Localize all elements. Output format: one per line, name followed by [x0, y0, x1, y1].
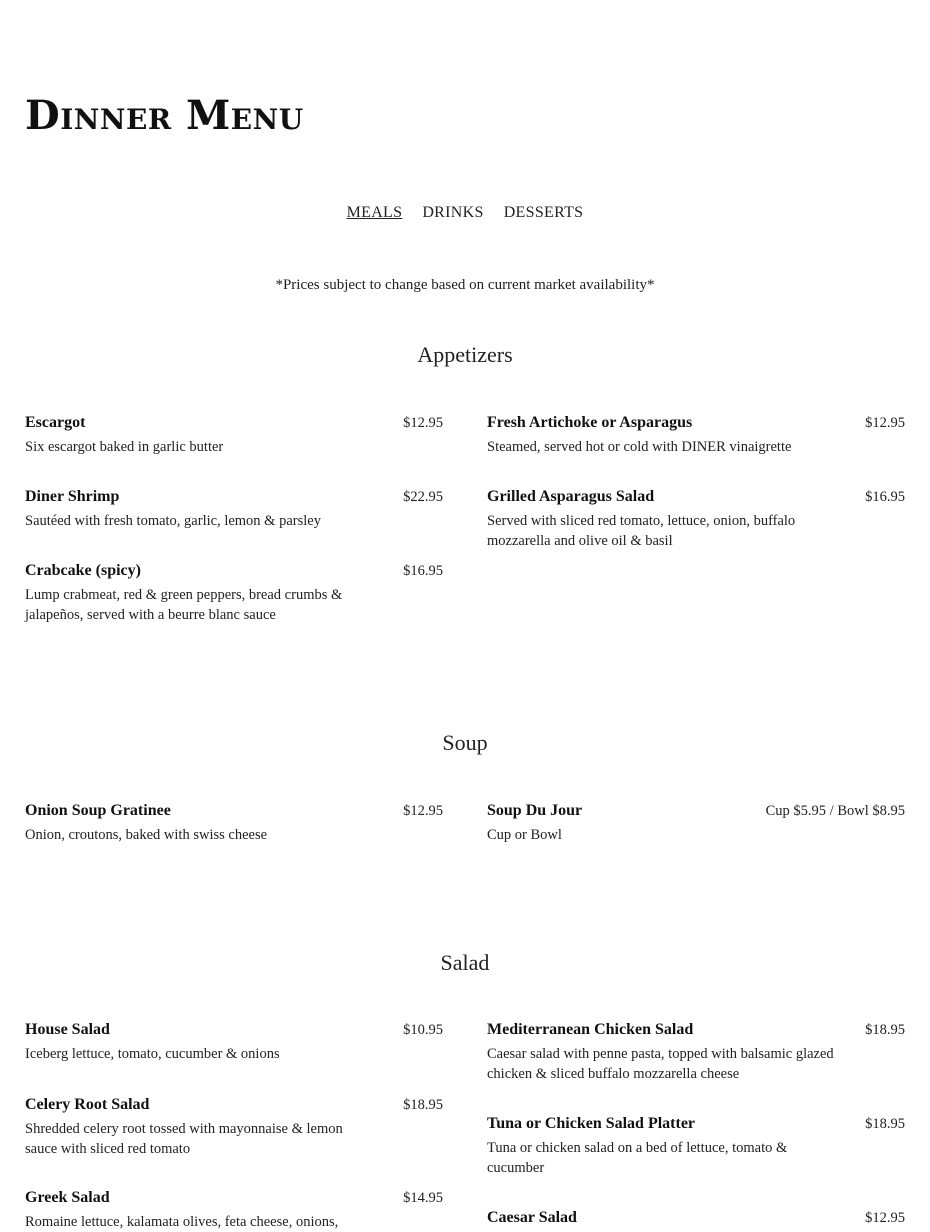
item-description: Shredded celery root tossed with mayonnaise & lemon sauce with sliced red tomato	[25, 1121, 343, 1157]
item-price: $18.95	[865, 1022, 905, 1038]
menu-item	[487, 1114, 905, 1178]
item-price: $16.95	[403, 563, 443, 579]
item-description: Served with sliced red tomato, lettuce, onion, buffalo mozzarella and olive oil & basil	[487, 513, 796, 549]
item-name: Diner Shrimp	[25, 488, 120, 505]
nav-link-meals[interactable]: MEALS	[346, 204, 403, 221]
item-price: $12.95	[403, 803, 443, 819]
item-name: House Salad	[25, 1021, 110, 1038]
nav-link-desserts[interactable]: DESSERTS	[503, 204, 584, 221]
item-description: Cup or Bowl	[487, 827, 562, 843]
item-name: Fresh Artichoke or Asparagus	[487, 414, 693, 431]
price-notice: *Prices subject to change based on current market availability*	[275, 277, 655, 293]
section-heading-appetizers: Appetizers	[417, 342, 513, 367]
section-heading-soup: Soup	[442, 730, 488, 755]
menu-item	[25, 801, 443, 845]
item-description: Iceberg lettuce, tomato, cucumber & onions	[25, 1046, 280, 1062]
item-name: Caesar Salad	[487, 1209, 577, 1226]
menu-nav	[0, 203, 930, 223]
item-name: Mediterranean Chicken Salad	[487, 1021, 694, 1038]
menu-item	[25, 561, 443, 625]
item-description: Romaine lettuce, kalamata olives, feta cheese, onions,	[25, 1214, 339, 1230]
item-name: Tuna or Chicken Salad Platter	[487, 1115, 696, 1132]
menu-item	[487, 1020, 905, 1084]
nav-link-drinks[interactable]: DRINKS	[422, 204, 484, 221]
menu-item	[25, 1188, 443, 1232]
item-name: Escargot	[25, 414, 86, 431]
item-description: Sautéed with fresh tomato, garlic, lemon & parsley	[25, 513, 321, 529]
menu-item	[487, 413, 905, 457]
item-name: Crabcake (spicy)	[25, 562, 141, 579]
menu-item	[487, 1208, 905, 1228]
item-price: $22.95	[403, 489, 443, 505]
item-name: Onion Soup Gratinee	[25, 802, 171, 819]
menu-item	[487, 487, 905, 551]
item-price: $12.95	[403, 415, 443, 431]
item-price: $10.95	[403, 1022, 443, 1038]
item-price: $18.95	[865, 1116, 905, 1132]
section-heading-salad: Salad	[440, 950, 490, 975]
item-description: Caesar salad with penne pasta, topped with balsamic glazed chicken & sliced buffalo mozzarella cheese	[487, 1046, 834, 1082]
item-price: $18.95	[403, 1097, 443, 1113]
menu-item	[25, 413, 443, 457]
page-title: Dinner Menu	[25, 92, 304, 139]
item-price: $16.95	[865, 489, 905, 505]
item-price: $12.95	[865, 415, 905, 431]
item-name: Grilled Asparagus Salad	[487, 488, 655, 505]
item-price: Cup $5.95 / Bowl $8.95	[765, 803, 905, 819]
item-name: Celery Root Salad	[25, 1096, 150, 1113]
item-description: Lump crabmeat, red & green peppers, bread crumbs & jalapeños, served with a beurre blanc sauce	[25, 587, 343, 623]
menu-item	[487, 801, 905, 845]
item-description: Steamed, served hot or cold with DINER vinaigrette	[487, 439, 792, 455]
item-price: $14.95	[403, 1190, 443, 1206]
item-description: Onion, croutons, baked with swiss cheese	[25, 827, 268, 843]
item-name: Greek Salad	[25, 1189, 110, 1206]
menu-item	[25, 1095, 443, 1159]
item-price: $12.95	[865, 1210, 905, 1226]
item-description: Tuna or chicken salad on a bed of lettuce, tomato & cucumber	[487, 1140, 788, 1176]
item-description: Six escargot baked in garlic butter	[25, 439, 224, 455]
menu-item	[25, 487, 443, 531]
menu-item	[25, 1020, 443, 1064]
item-name: Soup Du Jour	[487, 802, 583, 819]
